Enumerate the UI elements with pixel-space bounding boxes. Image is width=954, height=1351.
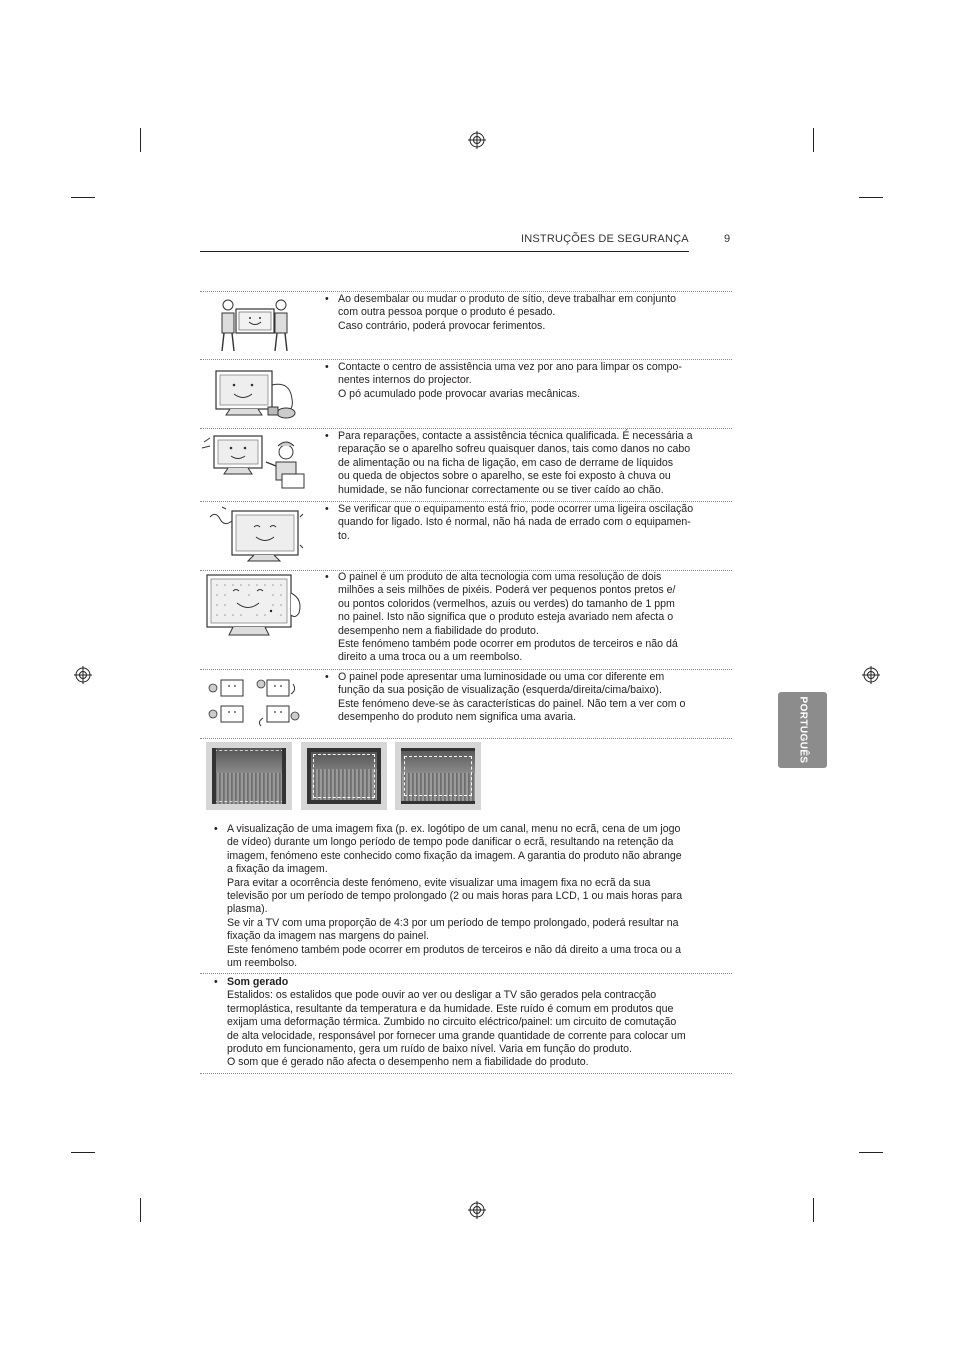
crop-mark xyxy=(140,128,141,152)
registration-mark-icon xyxy=(468,131,486,149)
bullet-icon: • xyxy=(325,503,329,515)
paragraph-line: Este fenómeno também pode ocorrer em produtos de terceiros e não dá xyxy=(338,638,678,651)
paragraph-line: televisão por um período de tempo prolongado (2 ou mais horas para LCD, 1 ou mais horas para xyxy=(227,890,683,903)
paragraph-line: Este fenómeno também pode ocorrer em produtos de terceiros e não dá direito a uma troca ou a xyxy=(227,943,682,956)
registration-mark-icon xyxy=(468,1201,486,1219)
two-people-carrying-tv-icon xyxy=(218,297,290,353)
paragraph-line: Se verificar que o equipamento está frio, pode ocorrer uma ligeira oscilação xyxy=(338,503,694,515)
paragraph-line: Ao desembalar ou mudar o produto de sítio, deve trabalhar em conjunto xyxy=(338,293,677,305)
technician-repair-icon xyxy=(200,432,310,494)
language-tab xyxy=(778,692,827,768)
paragraph-line: de alta velocidade, responsável por fornecer uma grande quantidade de corrente para colocar um xyxy=(227,1029,686,1042)
crop-mark xyxy=(859,197,883,198)
tv-vacuum-cleaner-icon xyxy=(208,365,300,421)
paragraph-line: exijam uma deformação térmica. Zumbido no circuito eléctrico/painel: um circuito de comutação xyxy=(227,1016,677,1029)
page-number: 9 xyxy=(724,233,731,245)
paragraph-line: reparação se o aparelho sofreu quaisquer danos, tais como danos no cabo xyxy=(338,443,691,456)
paragraph-line: O som que é gerado não afecta o desempenho nem a fiabilidade do produto. xyxy=(227,1056,589,1069)
paragraph-line: imagem, fenómeno este conhecido como fixação da imagem. A garantia do produto não abrange xyxy=(227,849,682,862)
paragraph-line: fixação da imagem nas margens do painel. xyxy=(227,930,429,943)
paragraph-line: plasma). xyxy=(227,903,268,916)
paragraph-line: milhões a seis milhões de pixéis. Poderá ver pequenos pontos pretos e/ xyxy=(338,584,676,597)
paragraph-line: ou pontos coloridos (vermelhos, azuis ou verdes) do tamanho de 1 ppm xyxy=(338,597,675,610)
paragraph-line: direito a uma troca ou a um reembolso. xyxy=(338,651,523,664)
bullet-item xyxy=(214,976,727,1070)
bullet-icon: • xyxy=(325,361,329,373)
bullet-item xyxy=(325,671,723,725)
paragraph-line: a fixação da imagem. xyxy=(227,863,328,876)
paragraph-line: O painel é um produto de alta tecnologia com uma resolução de dois xyxy=(338,571,662,583)
bullet-item xyxy=(325,571,723,665)
registration-mark-icon xyxy=(862,666,880,684)
paragraph-line: humidade, se não funcionar correctamente ou se tiver caído ao chão. xyxy=(338,483,664,496)
divider xyxy=(200,359,732,360)
tv-viewing-angles-icon xyxy=(207,676,301,732)
image-retention-photo xyxy=(395,742,481,810)
divider xyxy=(200,428,732,429)
paragraph-line: Este fenómeno deve-se às características do painel. Não tem a ver com o xyxy=(338,697,686,710)
paragraph-line: Estalidos: os estalidos que pode ouvir ao ver ou desligar a TV são gerados pela contracção xyxy=(227,989,657,1002)
paragraph-line: Para evitar a ocorrência deste fenómeno, evite visualizar uma imagem fixa no ecrã da sua xyxy=(227,876,651,889)
paragraph-line: A visualização de uma imagem fixa (p. ex. logótipo de um canal, menu no ecrã, cena de um jogo xyxy=(227,823,681,835)
paragraph-line: to. xyxy=(338,529,350,542)
bullet-icon: • xyxy=(325,293,329,305)
bullet-icon: • xyxy=(325,671,329,683)
crop-mark xyxy=(140,1198,141,1222)
paragraph-line: termoplástica, resultante da temperatura e da humidade. Este ruído é comum em produtos que xyxy=(227,1002,674,1015)
bullet-item xyxy=(325,361,723,401)
crop-mark xyxy=(813,1198,814,1222)
divider xyxy=(200,669,732,670)
paragraph-line: Contacte o centro de assistência uma vez por ano para limpar os compo- xyxy=(338,361,682,373)
paragraph-line: nentes internos do projector. xyxy=(338,374,472,387)
language-tab-label: PORTUGUÊS xyxy=(797,696,808,764)
bullet-item xyxy=(325,430,723,497)
crop-mark xyxy=(71,1152,95,1153)
divider xyxy=(200,973,732,974)
paragraph-line: Se vir a TV com uma proporção de 4:3 por um período de tempo prolongado, poderá resultar na xyxy=(227,916,679,929)
bullet-item xyxy=(214,823,727,970)
bullet-icon: • xyxy=(214,823,218,835)
sound-heading: Som gerado xyxy=(227,976,289,988)
paragraph-line: de vídeo) durante um longo período de tempo pode danificar o ecrã, resultando na retenção da xyxy=(227,836,674,849)
bullet-icon: • xyxy=(325,430,329,442)
paragraph-line: com outra pessoa porque o produto é pesado. xyxy=(338,306,556,319)
paragraph-line: Caso contrário, poderá provocar ferimentos. xyxy=(338,319,546,332)
paragraph-line: O painel pode apresentar uma luminosidade ou uma cor diferente em xyxy=(338,671,665,683)
paragraph-line: desempenho do produto nem significa uma avaria. xyxy=(338,711,576,724)
bullet-item xyxy=(325,503,723,543)
crop-mark xyxy=(813,128,814,152)
shivering-tv-icon xyxy=(204,505,304,567)
bullet-item xyxy=(325,293,723,333)
divider xyxy=(200,1073,732,1074)
paragraph-line: Para reparações, contacte a assistência técnica qualificada. É necessária a xyxy=(338,430,693,442)
paragraph-line: função da sua posição de visualização (esquerda/direita/cima/baixo). xyxy=(338,684,662,697)
image-retention-photo xyxy=(301,742,387,810)
paragraph-line: no painel. Isto não significa que o produto esteja avariado nem afecta o xyxy=(338,611,674,624)
paragraph-line: ou queda de objectos sobre o aparelho, se este foi exposto à chuva ou xyxy=(338,470,671,483)
bullet-icon: • xyxy=(214,976,218,988)
paragraph-line: desempenho nem a fiabilidade do produto. xyxy=(338,624,539,637)
section-title: INSTRUÇÕES DE SEGURANÇA xyxy=(521,233,689,245)
tv-dotted-panel-icon xyxy=(203,573,307,639)
crop-mark xyxy=(859,1152,883,1153)
divider xyxy=(200,501,732,502)
divider xyxy=(200,291,732,292)
crop-mark xyxy=(71,197,95,198)
paragraph-line: de alimentação ou na ficha de ligação, em caso de derrame de líquidos xyxy=(338,456,674,469)
bullet-icon: • xyxy=(325,571,329,583)
divider xyxy=(200,738,732,739)
registration-mark-icon xyxy=(74,666,92,684)
header-divider xyxy=(200,251,689,252)
paragraph-line: quando for ligado. Isto é normal, não há nada de errado com o equipamen- xyxy=(338,516,691,529)
paragraph-line: O pó acumulado pode provocar avarias mecânicas. xyxy=(338,387,581,400)
image-retention-photo xyxy=(206,742,292,810)
paragraph-line: um reembolso. xyxy=(227,957,298,970)
paragraph-line: produto em funcionamento, gera um ruído de baixo nível. Varia em função do produto. xyxy=(227,1043,632,1056)
